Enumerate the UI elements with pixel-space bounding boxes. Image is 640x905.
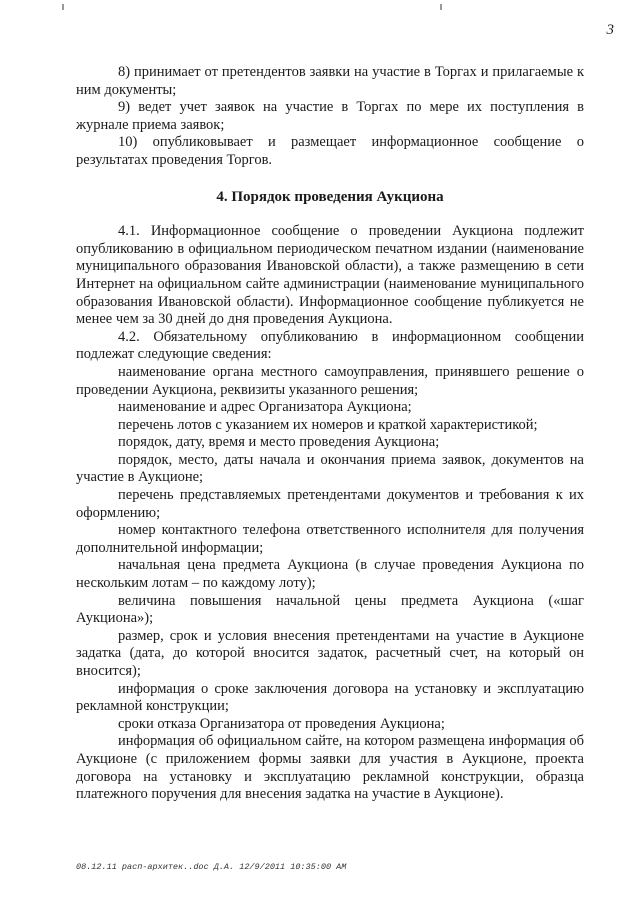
paragraph-4-2: 4.2. Обязательному опубликованию в информационном сообщении подлежат следующие сведения: <box>76 328 584 363</box>
scan-mark-left <box>62 4 64 10</box>
document-footer: 08.12.11 расп-архитек..doc Д.А. 12/9/2011 10:35:00 AM <box>76 862 347 872</box>
list-item: сроки отказа Организатора от проведения Аукциона; <box>118 715 445 732</box>
list-item: начальная цена предмета Аукциона (в случае проведения Аукциона по нескольким лотам – по каждому лоту); <box>76 557 584 592</box>
list-item: размер, срок и условия внесения претендентами на участие в Аукционе задатка (дата, до которой вносится задаток, расчетный счет, на который он вносится); <box>76 627 584 679</box>
list-item: номер контактного телефона ответственного исполнителя для получения дополнительной информации; <box>76 522 584 556</box>
page-number: 3 <box>606 22 614 38</box>
list-item: 8) принимает от претендентов заявки на участие в Торгах и прилагаемые к ним документы; <box>76 64 584 98</box>
scan-mark-right <box>440 4 442 10</box>
list-item: величина повышения начальной цены предмета Аукциона («шаг Аукциона»); <box>76 592 584 627</box>
section-heading: 4. Порядок проведения Аукциона <box>216 188 444 205</box>
list-item: наименование органа местного самоуправления, принявшего решение о проведении Аукциона, реквизиты указанного решения; <box>76 363 584 398</box>
list-item: перечень представляемых претендентами документов и требования к их оформлению; <box>76 487 584 521</box>
list-item: 10) опубликовывает и размещает информационное сообщение о результатах проведения Торгов. <box>76 134 584 168</box>
list-item: 9) ведет учет заявок на участие в Торгах по мере их поступления в журнале приема заявок; <box>76 99 584 133</box>
list-item: перечень лотов с указанием их номеров и краткой характеристикой; <box>118 416 538 433</box>
paragraph-4-1: 4.1. Информационное сообщение о проведении Аукциона подлежит опубликованию в официальном периодическом печатном издании (наименование муниципального образования Ивановской области), а также размещению в сети Интернет на официальном сайте администрации (наименование муниципального образования Ивановской области). Информационное сообщение публикуется не менее чем за 30 дней до дня проведения Аукциона. <box>76 223 584 328</box>
list-item: информация о сроке заключения договора на установку и эксплуатацию рекламной конструкции; <box>76 680 584 715</box>
document-body <box>76 64 584 804</box>
list-item: наименование и адрес Организатора Аукциона; <box>118 399 412 416</box>
list-item: информация об официальном сайте, на котором размещена информация об Аукционе (с приложением формы заявки для участия в Аукционе, проекта договора на установку и эксплуатацию рекламной конструкции, образца платежного поручения для внесения задатка на участие в Аукционе). <box>76 733 584 803</box>
list-item: порядок, дату, время и место проведения Аукциона; <box>118 434 440 451</box>
list-item: порядок, место, даты начала и окончания приема заявок, документов на участие в Аукционе; <box>76 451 584 486</box>
